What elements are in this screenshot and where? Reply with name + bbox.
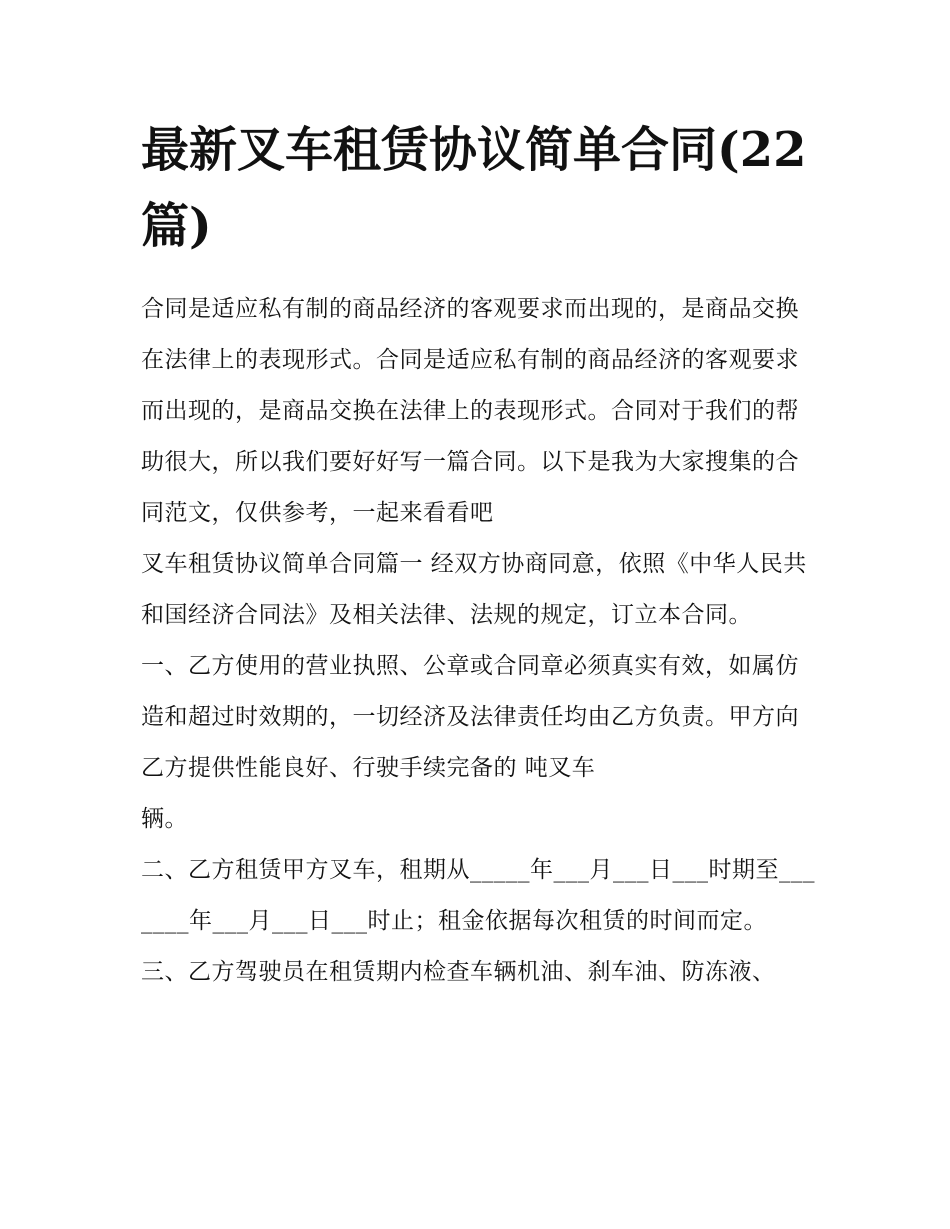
clause-1-continuation: 辆。 [141, 806, 188, 832]
document-page [141, 112, 821, 998]
clause-2-paragraph: 二、乙方租赁甲方叉车，租期从_____年___月___日___时期至_______年___月___日___时止；租金依据每次租赁的时间而定。 [141, 857, 815, 934]
contract-preamble-paragraph: 叉车租赁协议简单合同篇一 经双方协商同意，依照《中华人民共和国经济合同法》及相关法律、法规的规定，订立本合同。 [141, 551, 807, 628]
document-body [141, 284, 821, 998]
intro-paragraph: 合同是适应私有制的商品经济的客观要求而出现的，是商品交换在法律上的表现形式。合同是适应私有制的商品经济的客观要求而出现的，是商品交换在法律上的表现形式。合同对于我们的帮助很大，所以我们要好好写一篇合同。以下是我为大家搜集的合同范文，仅供参考，一起来看看吧 [141, 296, 799, 526]
document-title: 最新叉车租赁协议简单合同(22篇) [141, 122, 807, 254]
clause-3-paragraph: 三、乙方驾驶员在租赁期内检查车辆机油、刹车油、防冻液、 [141, 959, 776, 985]
clause-1-paragraph: 一、乙方使用的营业执照、公章或合同章必须真实有效，如属仿造和超过时效期的，一切经济及法律责任均由乙方负责。甲方向乙方提供性能良好、行驶手续完备的 吨叉车 [141, 653, 799, 781]
